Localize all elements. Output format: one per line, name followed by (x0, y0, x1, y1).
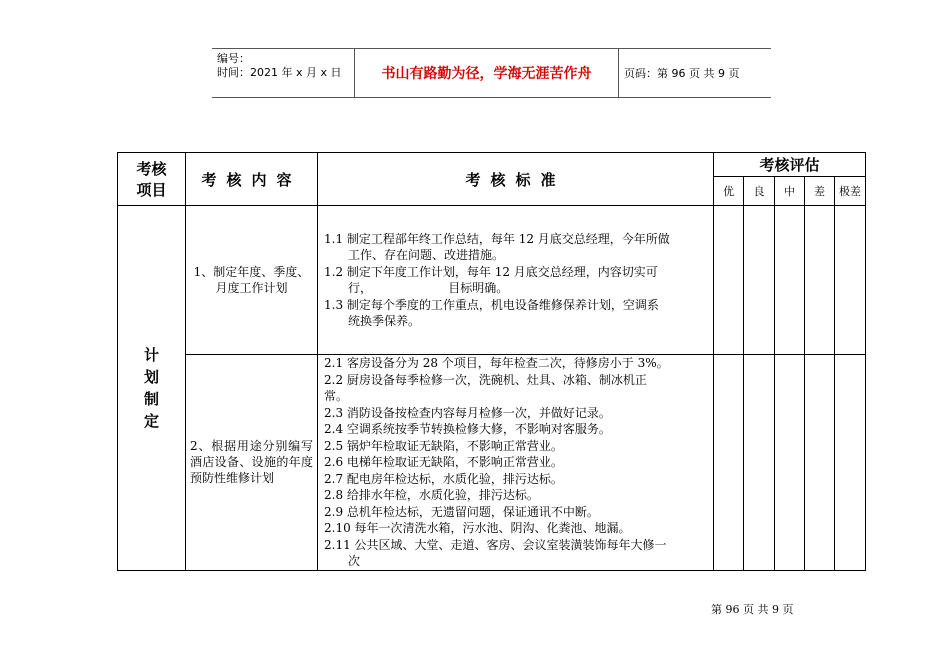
assessment-table (117, 152, 866, 571)
content-cell: 2、根据用途分别编写酒店设备、设施的年度预防性维修计划 (186, 355, 318, 571)
grade-excellent: 优 (714, 177, 744, 206)
category-cell: 计 划 制 定 (118, 206, 186, 571)
grade-cell (775, 355, 805, 571)
grade-cell (835, 206, 866, 355)
grade-cell (744, 206, 775, 355)
grade-cell (714, 355, 744, 571)
page-footer: 第 96 页 共 9 页 (711, 603, 794, 616)
col-header-content: 考核内容 (186, 153, 318, 206)
grade-cell (805, 355, 835, 571)
grade-cell (835, 355, 866, 571)
header-meta (217, 52, 342, 80)
col-header-eval: 考核评估 (714, 153, 866, 177)
grade-cell (714, 206, 744, 355)
col-header-item: 考核 项目 (118, 153, 186, 206)
standard-cell: 2.1 客房设备分为 28 个项目，每年检查二次，待修房小于 3%。 2.2 厨房设备每季检修一次，洗碗机、灶具、冰箱、制冰机正 常。 2.3 消防设备按检查内容每月检修一次，并做好记录。 2.4 空调系统按季节转换检修大修，不影响对客服务。 2.5 锅炉年检取证无缺陷，不影响正常营业。 2.6 电梯年检取证无缺陷，不影响正常营业。 2.7 配电房年检达标，水质化验，排污达标。 2.8 给排水年检，水质化验，排污达标。 2.9 总机年检达标，无遗留问题，保证通讯不中断。 2.10 每年一次清洗水箱，污水池、阴沟、化粪池、地漏。 2.11 公共区域、大堂、走道、客房、会议室装潢装饰每年大修一 次 (318, 355, 714, 571)
number-label: 编号： (217, 52, 250, 65)
content-cell: 1、制定年度、季度、月度工作计划 (186, 206, 318, 355)
grade-cell (805, 206, 835, 355)
header-page-info: 页码：第 96 页 共 9 页 (624, 67, 740, 80)
header-motto: 书山有路勤为径，学海无涯苦作舟 (381, 66, 592, 82)
standard-cell: 1.1 制定工程部年终工作总结，每年 12 月底交总经理，今年所做 工作、存在问题、改进措施。 1.2 制定下年度工作计划，每年 12 月底交总经理，内容切实可 行， 目标明确。 1.3 制定每个季度的工作重点，机电设备维修保养计划，空调系 统换季保养。 (318, 206, 714, 355)
page-header (212, 48, 771, 98)
col-header-standard: 考核标准 (318, 153, 714, 206)
grade-cell (744, 355, 775, 571)
grade-poor: 差 (805, 177, 835, 206)
time-label: 时间：2021 年 x 月 x 日 (217, 66, 342, 79)
header-divider (618, 49, 619, 97)
grade-very-poor: 极差 (835, 177, 866, 206)
grade-average: 中 (775, 177, 805, 206)
grade-cell (775, 206, 805, 355)
grade-good: 良 (744, 177, 775, 206)
